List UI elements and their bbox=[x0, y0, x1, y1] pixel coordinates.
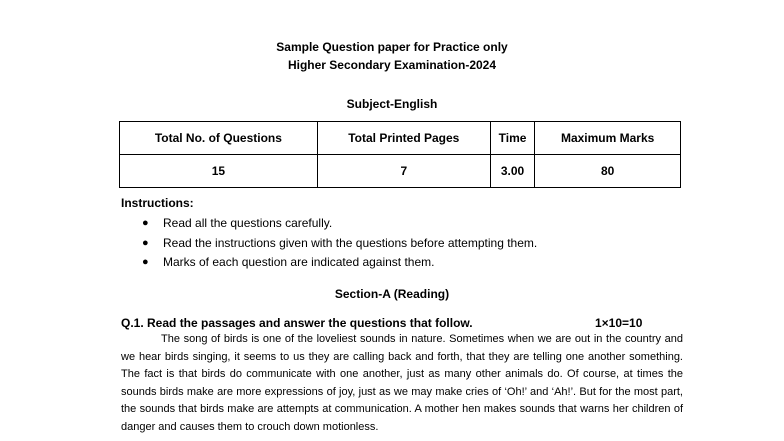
instructions-list bbox=[139, 214, 537, 273]
paper-title: Sample Question paper for Practice only bbox=[276, 40, 508, 54]
table-header-time: Time bbox=[490, 122, 534, 155]
table-header-pages: Total Printed Pages bbox=[317, 122, 490, 155]
table-cell-marks: 80 bbox=[535, 155, 681, 188]
table-header-marks: Maximum Marks bbox=[535, 122, 681, 155]
subject-title: Subject-English bbox=[346, 97, 438, 111]
table-cell-pages: 7 bbox=[317, 155, 490, 188]
table-header-questions: Total No. of Questions bbox=[120, 122, 318, 155]
bullet-icon: ● bbox=[142, 236, 149, 249]
paper-info-table bbox=[119, 121, 681, 188]
instruction-text: Read the instructions given with the questions before attempting them. bbox=[163, 235, 538, 250]
table-cell-time: 3.00 bbox=[490, 155, 534, 188]
bullet-icon: ● bbox=[142, 217, 149, 229]
list-item bbox=[139, 214, 537, 234]
bullet-icon: ● bbox=[142, 256, 149, 268]
instruction-text: Marks of each question are indicated against them. bbox=[163, 255, 435, 269]
instructions-heading: Instructions: bbox=[121, 196, 194, 210]
question-marks: 1×10=10 bbox=[595, 316, 643, 330]
table-header-row bbox=[120, 122, 681, 155]
list-item bbox=[139, 253, 537, 273]
table-row bbox=[120, 155, 681, 188]
list-item bbox=[139, 234, 537, 254]
exam-title: Higher Secondary Examination-2024 bbox=[287, 58, 497, 72]
table-cell-questions: 15 bbox=[120, 155, 318, 188]
section-title: Section-A (Reading) bbox=[334, 287, 450, 301]
reading-passage bbox=[121, 331, 683, 436]
passage-text: The song of birds is one of the loveliest sounds in nature. Sometimes when we are out in the country and we hear birds singing, it seems to us they are calling back and forth, that they are telling one another something. The fact is that birds do communicate with one another, just as many other animals do. Of course, at times the sounds birds make are more expressions of joy, just as we may make cries of ‘Oh!’ and ‘Ah!’. But for the most part, the sounds that birds make are attempts at communication. A mother hen makes sounds that warns her children of danger and causes them to crouch down motionless. bbox=[121, 333, 683, 433]
instruction-text: Read all the questions carefully. bbox=[163, 216, 333, 230]
question-prompt: Q.1. Read the passages and answer the questions that follow. bbox=[121, 316, 473, 330]
question-1 bbox=[121, 316, 681, 330]
